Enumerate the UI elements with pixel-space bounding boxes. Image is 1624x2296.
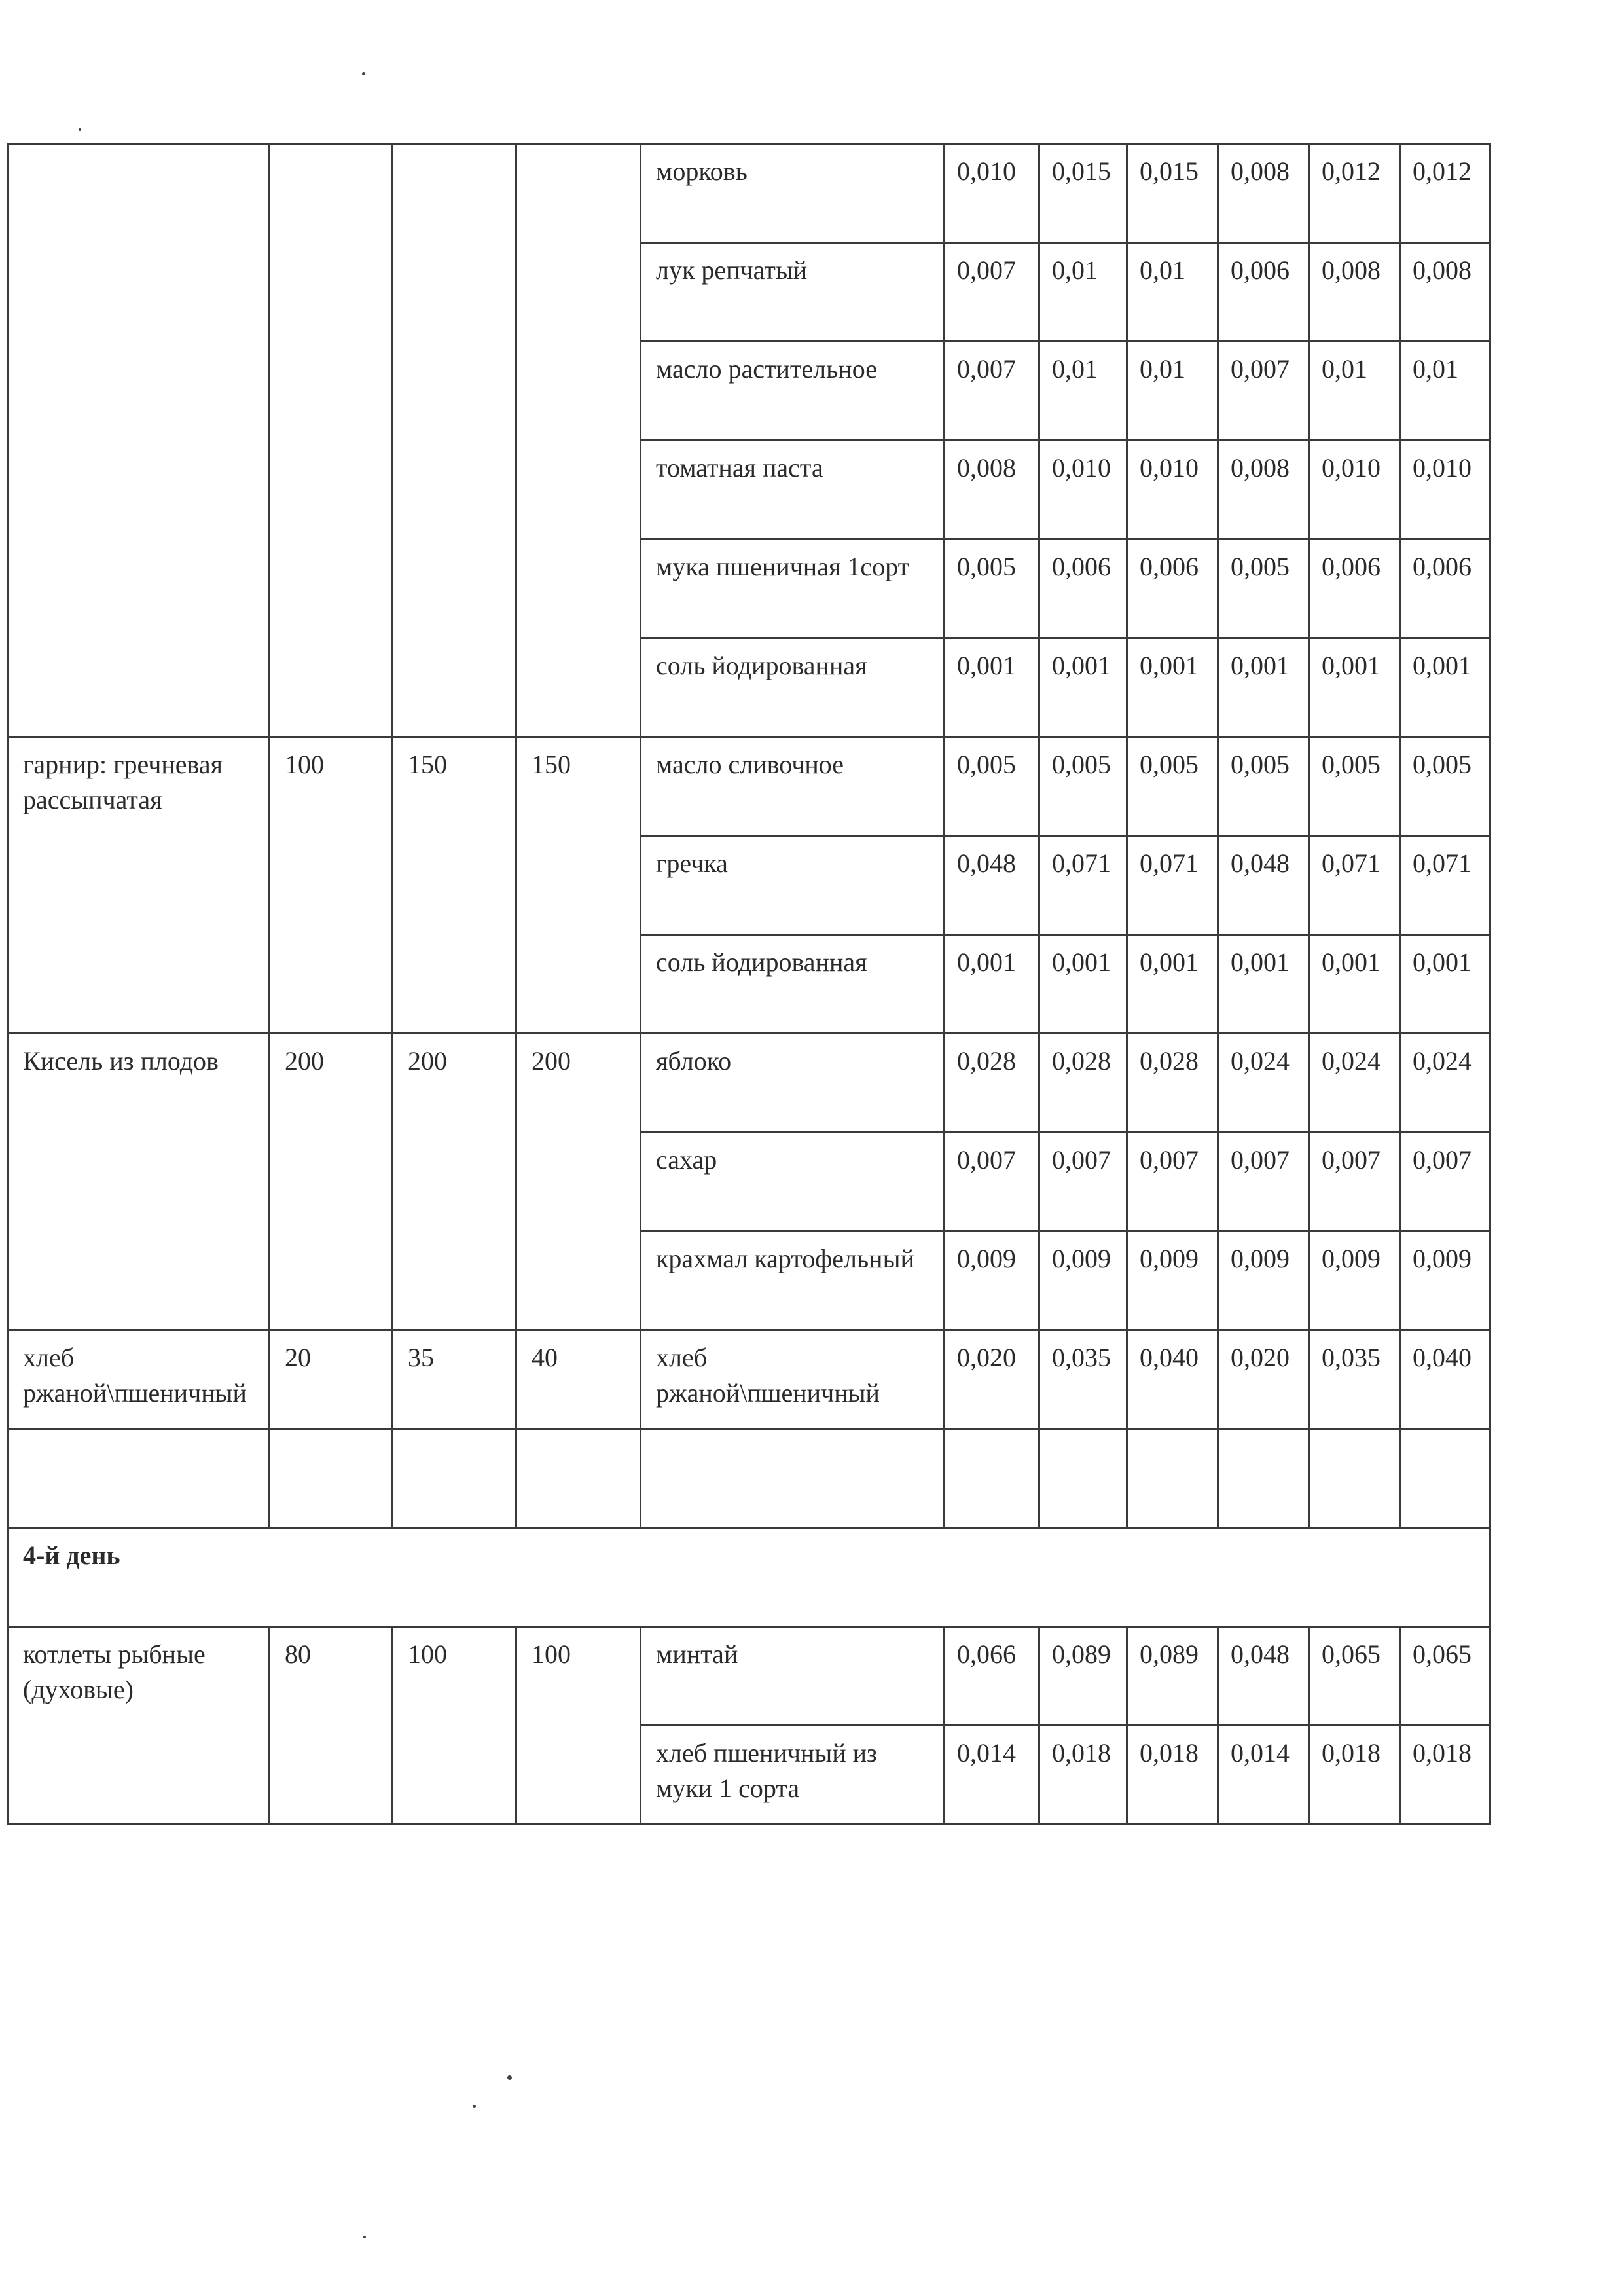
table-row [8,144,1490,243]
ingredient-amount: 0,006 [1309,539,1400,638]
portion-size: 20 [270,1330,393,1429]
ingredient-amount: 0,020 [1218,1330,1309,1429]
ingredient-amount: 0,015 [1039,144,1127,243]
ingredient-amount: 0,005 [1039,737,1127,836]
ingredient-amount: 0,009 [1127,1231,1218,1330]
dish-name: котлеты рыбные (духовые) [8,1627,270,1825]
ingredient-amount: 0,005 [1400,737,1490,836]
ingredient-name: томатная паста [641,441,945,539]
ingredient-name: масло сливочное [641,737,945,836]
ingredient-amount: 0,024 [1309,1034,1400,1133]
portion-size: 40 [516,1330,641,1429]
portion-size-continued [393,144,516,737]
ingredient-amount: 0,005 [1218,737,1309,836]
ingredient-amount: 0,01 [1039,342,1127,441]
ingredient-amount: 0,035 [1039,1330,1127,1429]
table-row [8,737,1490,836]
portion-size: 100 [516,1627,641,1825]
ingredient-amount: 0,001 [1218,935,1309,1034]
empty-cell [1039,1429,1127,1528]
portion-size: 150 [393,737,516,1034]
ingredient-name: масло растительное [641,342,945,441]
ingredient-amount: 0,018 [1039,1726,1127,1825]
ingredient-amount: 0,010 [1309,441,1400,539]
ingredient-amount: 0,071 [1400,836,1490,935]
scan-speck [79,128,81,131]
ingredient-amount: 0,071 [1127,836,1218,935]
ingredient-name: гречка [641,836,945,935]
ingredient-amount: 0,001 [945,638,1039,737]
ingredient-amount: 0,008 [945,441,1039,539]
ingredient-amount: 0,065 [1309,1627,1400,1726]
ingredient-name: яблоко [641,1034,945,1133]
ingredient-name: морковь [641,144,945,243]
ingredient-name: хлеб ржаной\пшеничный [641,1330,945,1429]
ingredient-amount: 0,018 [1400,1726,1490,1825]
ingredient-amount: 0,010 [1039,441,1127,539]
ingredient-amount: 0,001 [1039,935,1127,1034]
empty-cell [641,1429,945,1528]
day-label: 4-й день [8,1528,1490,1627]
ingredient-amount: 0,040 [1127,1330,1218,1429]
ingredient-amount: 0,009 [945,1231,1039,1330]
ingredient-amount: 0,005 [1218,539,1309,638]
ingredient-amount: 0,01 [1127,342,1218,441]
ingredient-amount: 0,006 [1039,539,1127,638]
ingredient-name: соль йодированная [641,935,945,1034]
ingredient-amount: 0,012 [1309,144,1400,243]
ingredient-amount: 0,007 [1218,1133,1309,1231]
scan-speck [507,2075,512,2080]
ingredient-amount: 0,009 [1218,1231,1309,1330]
ingredient-amount: 0,066 [945,1627,1039,1726]
ingredient-amount: 0,001 [945,935,1039,1034]
dish-name: Кисель из плодов [8,1034,270,1330]
ingredient-name: крахмал картофельный [641,1231,945,1330]
ingredient-amount: 0,028 [945,1034,1039,1133]
ingredient-amount: 0,089 [1039,1627,1127,1726]
ingredient-amount: 0,001 [1309,935,1400,1034]
table-row [8,1034,1490,1133]
empty-cell [8,1429,270,1528]
empty-row [8,1429,1490,1528]
scan-speck [473,2105,476,2108]
ingredient-amount: 0,028 [1127,1034,1218,1133]
empty-cell [1309,1429,1400,1528]
ingredient-amount: 0,01 [1127,243,1218,342]
ingredient-amount: 0,001 [1127,935,1218,1034]
ingredient-amount: 0,024 [1400,1034,1490,1133]
empty-cell [1218,1429,1309,1528]
portion-size: 100 [270,737,393,1034]
ingredient-amount: 0,001 [1309,638,1400,737]
day-header-row [8,1528,1490,1627]
ingredient-amount: 0,007 [1039,1133,1127,1231]
empty-cell [270,1429,393,1528]
ingredient-amount: 0,009 [1400,1231,1490,1330]
ingredient-amount: 0,006 [1127,539,1218,638]
ingredient-amount: 0,014 [1218,1726,1309,1825]
ingredient-amount: 0,018 [1309,1726,1400,1825]
ingredient-amount: 0,010 [1127,441,1218,539]
ingredient-amount: 0,010 [1400,441,1490,539]
ingredient-amount: 0,006 [1218,243,1309,342]
ingredient-amount: 0,008 [1400,243,1490,342]
ingredient-amount: 0,005 [1309,737,1400,836]
dish-name: хлеб ржаной\пшеничный [8,1330,270,1429]
portion-size-continued [516,144,641,737]
ingredient-amount: 0,005 [945,737,1039,836]
ingredient-amount: 0,071 [1039,836,1127,935]
ingredient-name: мука пшеничная 1сорт [641,539,945,638]
ingredient-amount: 0,010 [945,144,1039,243]
ingredient-amount: 0,005 [1127,737,1218,836]
ingredient-name: соль йодированная [641,638,945,737]
ingredient-name: сахар [641,1133,945,1231]
ingredient-amount: 0,006 [1400,539,1490,638]
scan-speck [363,2236,366,2238]
empty-cell [516,1429,641,1528]
ingredient-amount: 0,008 [1309,243,1400,342]
ingredient-amount: 0,005 [945,539,1039,638]
dish-name: гарнир: гречневая рассыпчатая [8,737,270,1034]
portion-size: 200 [270,1034,393,1330]
ingredient-amount: 0,007 [1400,1133,1490,1231]
empty-cell [393,1429,516,1528]
empty-cell [945,1429,1039,1528]
dish-name-continued [8,144,270,737]
ingredient-amount: 0,001 [1127,638,1218,737]
scan-speck [362,72,365,75]
ingredient-name: минтай [641,1627,945,1726]
portion-size: 100 [393,1627,516,1825]
table-row [8,1627,1490,1726]
table-row [8,1330,1490,1429]
ingredient-amount: 0,008 [1218,144,1309,243]
ingredient-amount: 0,007 [1127,1133,1218,1231]
ingredient-amount: 0,065 [1400,1627,1490,1726]
ingredient-amount: 0,048 [1218,1627,1309,1726]
ingredient-amount: 0,008 [1218,441,1309,539]
ingredient-amount: 0,007 [1309,1133,1400,1231]
portion-size: 80 [270,1627,393,1825]
ingredient-name: лук репчатый [641,243,945,342]
ingredient-amount: 0,01 [1309,342,1400,441]
ingredient-amount: 0,007 [945,342,1039,441]
ingredient-amount: 0,048 [1218,836,1309,935]
ingredient-amount: 0,007 [1218,342,1309,441]
ingredient-amount: 0,01 [1400,342,1490,441]
ingredient-amount: 0,009 [1039,1231,1127,1330]
ingredient-amount: 0,014 [945,1726,1039,1825]
ingredient-amount: 0,048 [945,836,1039,935]
empty-cell [1400,1429,1490,1528]
ingredient-name: хлеб пшеничный из муки 1 сорта [641,1726,945,1825]
ingredient-amount: 0,012 [1400,144,1490,243]
menu-ingredients-table [7,143,1491,1825]
ingredient-amount: 0,040 [1400,1330,1490,1429]
ingredient-amount: 0,035 [1309,1330,1400,1429]
ingredient-amount: 0,018 [1127,1726,1218,1825]
ingredient-amount: 0,007 [945,243,1039,342]
portion-size: 35 [393,1330,516,1429]
ingredient-amount: 0,001 [1039,638,1127,737]
ingredient-amount: 0,028 [1039,1034,1127,1133]
ingredient-amount: 0,01 [1039,243,1127,342]
ingredient-amount: 0,007 [945,1133,1039,1231]
ingredient-amount: 0,001 [1218,638,1309,737]
ingredient-amount: 0,020 [945,1330,1039,1429]
ingredient-amount: 0,024 [1218,1034,1309,1133]
ingredient-amount: 0,015 [1127,144,1218,243]
ingredient-amount: 0,009 [1309,1231,1400,1330]
portion-size-continued [270,144,393,737]
ingredient-amount: 0,001 [1400,935,1490,1034]
empty-cell [1127,1429,1218,1528]
portion-size: 150 [516,737,641,1034]
ingredient-amount: 0,001 [1400,638,1490,737]
portion-size: 200 [393,1034,516,1330]
ingredient-amount: 0,071 [1309,836,1400,935]
portion-size: 200 [516,1034,641,1330]
ingredient-amount: 0,089 [1127,1627,1218,1726]
